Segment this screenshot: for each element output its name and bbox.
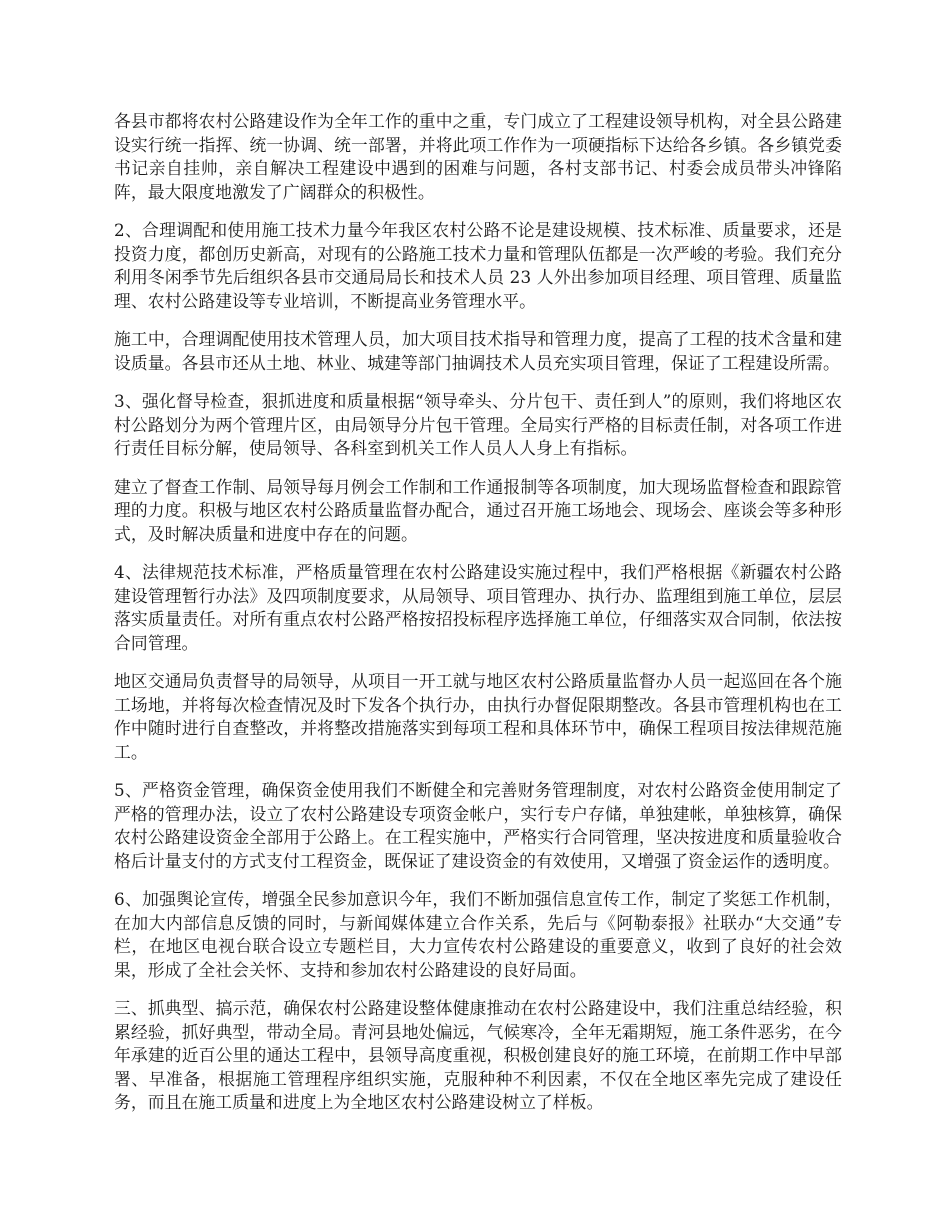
paragraph-supervision-inspection: 3、强化督导检查，狠抓进度和质量根据“领导牵头、分片包干、责任到人”的原则，我们将地区农村公路划分为两个管理片区，由局领导分片包干管理。全局实行严格的目标责任制，对各项工作进行责任目标分解，使局领导、各科室到机关工作人员人人身上有指标。 (114, 391, 842, 458)
paragraph-publicity: 6、加强舆论宣传，增强全民参加意识今年，我们不断加强信息宣传工作，制定了奖惩工作机制，在加大内部信息反馈的同时，与新闻媒体建立合作关系，先后与《阿勒泰报》社联办“大交通”专栏，在地区电视台联合设立专题栏目，大力宣传农村公路建设的重要意义，收到了良好的社会效果，形成了全社会关怀、支持和参加农村公路建设的良好局面。 (114, 889, 842, 980)
paragraph-site-supervision: 地区交通局负责督导的局领导，从项目一开工就与地区农村公路质量监督办人员一起巡回在各个施工场地，并将每次检查情况及时下发各个执行办，由执行办督促限期整改。各县市管理机构也在工作中随时进行自查整改，并将整改措施落实到每项工程和具体环节中，确保工程项目按法律规范施工。 (114, 671, 842, 762)
paragraph-quality-management: 4、法律规范技术标准，严格质量管理在农村公路建设实施过程中，我们严格根据《新疆农村公路建设管理暂行办法》及四项制度要求，从局领导、项目管理办、执行办、监理组到施工单位，层层落实质量责任。对所有重点农村公路严格按招投标程序选择施工单位，仔细落实双合同制，依法按合同管理。 (114, 562, 842, 653)
paragraph-construction-staffing: 施工中，合理调配使用技术管理人员，加大项目技术指导和管理力度，提高了工程的技术含量和建设质量。各县市还从土地、林业、城建等部门抽调技术人员充实项目管理，保证了工程建设所需。 (114, 329, 842, 373)
document-body (114, 110, 842, 1130)
paragraph-county-leadership: 各县市都将农村公路建设作为全年工作的重中之重，专门成立了工程建设领导机构，对全县公路建设实行统一指挥、统一协调、统一部署，并将此项工作作为一项硬指标下达给各乡镇。各乡镇党委书记亲自挂帅，亲自解决工程建设中遇到的困难与问题，各村支部书记、村委会成员带头冲锋陷阵，最大限度地激发了广阔群众的积极性。 (114, 111, 842, 202)
paragraph-technical-force: 2、合理调配和使用施工技术力量今年我区农村公路不论是建设规模、技术标准、质量要求，还是投资力度，都创历史新高，对现有的公路施工技术力量和管理队伍都是一次严峻的考验。我们充分利用冬闲季节先后组织各县市交通局局长和技术人员 23 人外出参加项目经理、项目管理、质量监理、农村公路建设等专业培训，不断提高业务管理水平。 (114, 220, 842, 311)
paragraph-fund-management: 5、严格资金管理，确保资金使用我们不断健全和完善财务管理制度，对农村公路资金使用制定了严格的管理办法，设立了农村公路建设专项资金帐户，实行专户存储，单独建帐，单独核算，确保农村公路建设资金全部用于公路上。在工程实施中，严格实行合同管理，坚决按进度和质量验收合格后计量支付的方式支付工程资金，既保证了建设资金的有效使用，又增强了资金运作的透明度。 (114, 780, 842, 871)
paragraph-inspection-system: 建立了督查工作制、局领导每月例会工作制和工作通报制等各项制度，加大现场监督检查和跟踪管理的力度。积极与地区农村公路质量监督办配合，通过召开施工场地会、现场会、座谈会等多种形式，及时解决质量和进度中存在的问题。 (114, 476, 842, 544)
paragraph-typical-demonstration: 三、抓典型、搞示范，确保农村公路建设整体健康推动在农村公路建设中，我们注重总结经验，积累经验，抓好典型，带动全局。青河县地处偏远，气候寒冷，全年无霜期短，施工条件恶劣，在今年承建的近百公里的通达工程中，县领导高度重视，积极创建良好的施工环境，在前期工作中早部署、早准备，根据施工管理程序组织实施，克服种种不利因素，不仅在全地区率先完成了建设任务，而且在施工质量和进度上为全地区农村公路建设树立了样板。 (114, 998, 842, 1112)
